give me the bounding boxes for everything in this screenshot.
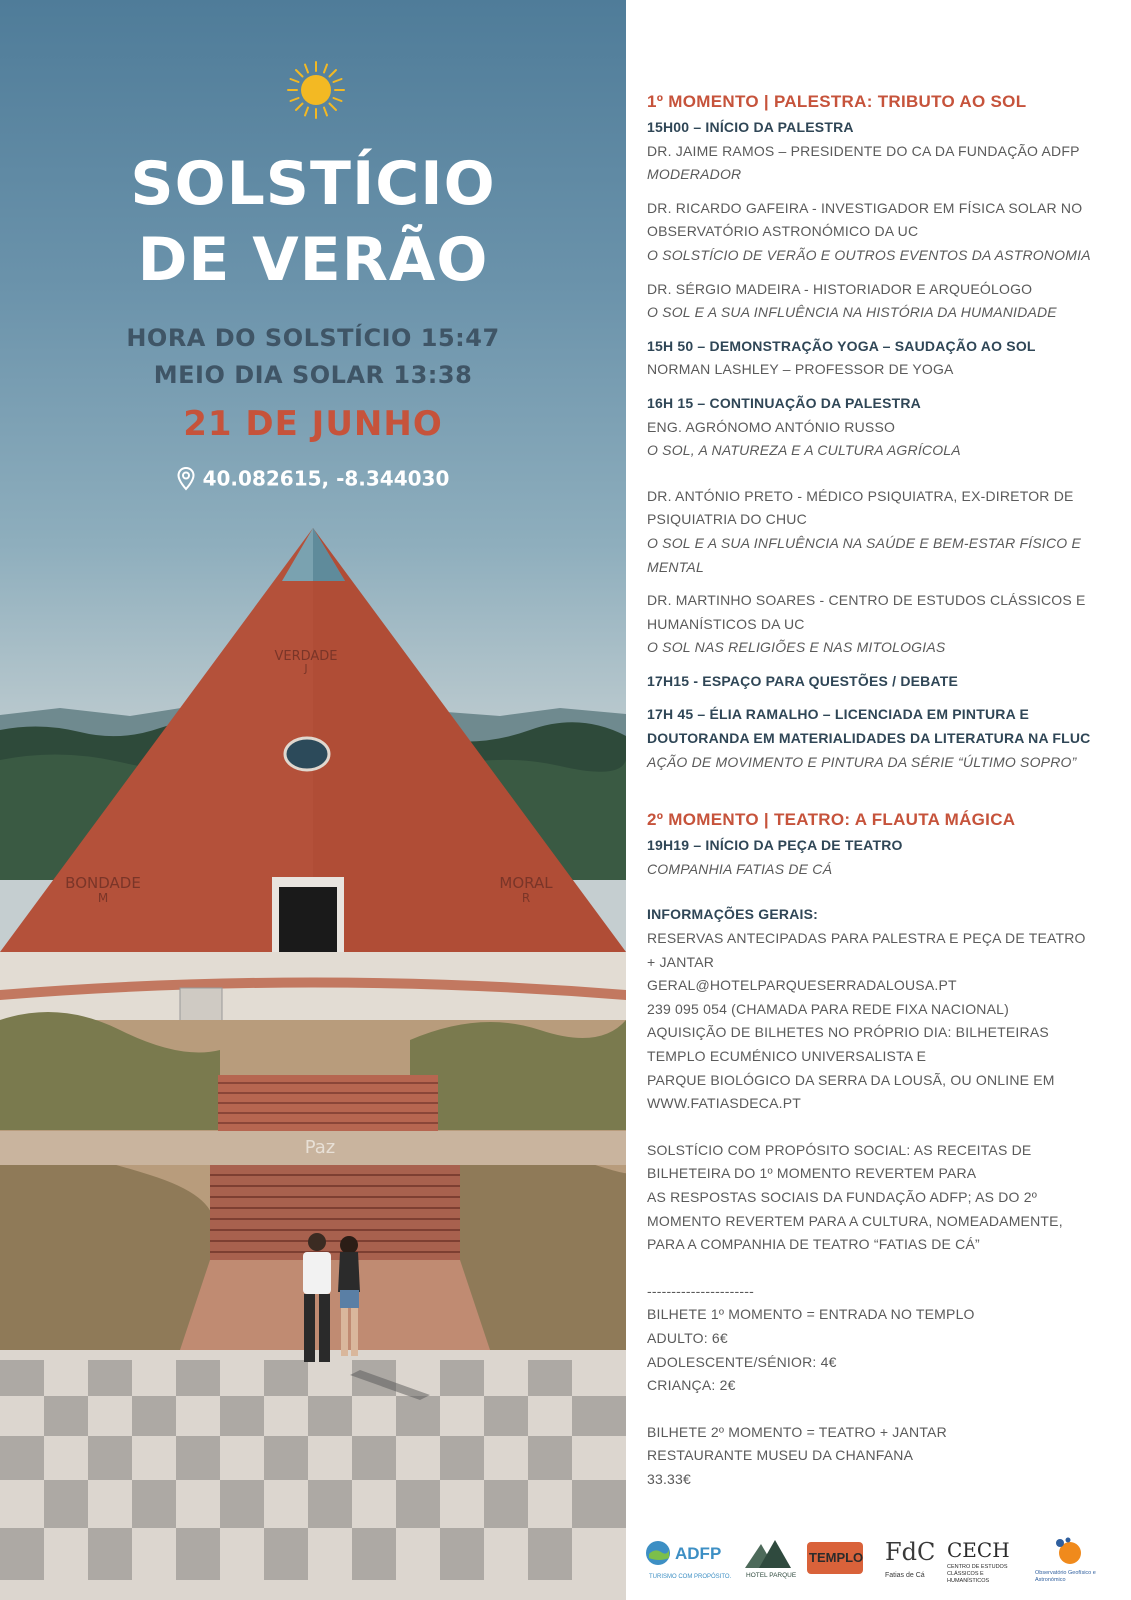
program-line: 19H19 – INÍCIO DA PEÇA DE TEATRO [647, 837, 903, 854]
program-line: HUMANÍSTICOS DA UC [647, 615, 805, 632]
program-line: OBSERVATÓRIO ASTRONÓMICO DA UC [647, 223, 919, 240]
website-link[interactable]: WWW.FATIASDECA.PT [647, 1095, 802, 1112]
adfp-logo [645, 1534, 732, 1590]
program-line: O SOL NAS RELIGIÕES E NAS MITOLOGIAS [647, 639, 946, 656]
inscription-moral: MORAL [499, 874, 553, 892]
hotel-parque-text: HOTEL PARQUE [746, 1572, 797, 1579]
ticket-price: ADOLESCENTE/SÉNIOR: 4€ [647, 1353, 837, 1370]
observatorio-logo [1035, 1534, 1105, 1590]
phone-number: 239 095 054 (CHAMADA PARA REDE FIXA NACIONAL) [647, 1000, 1009, 1017]
program-line: AÇÃO DE MOVIMENTO E PINTURA DA SÉRIE “ÚLTIMO SOPRO” [647, 753, 1077, 770]
inscription-r: R [521, 891, 531, 905]
divider-line: ---------------------- [647, 1282, 754, 1299]
program-line: COMPANHIA FATIAS DE CÁ [647, 860, 833, 877]
program-line: ENG. AGRÓNOMO ANTÓNIO RUSSO [647, 418, 896, 435]
observatorio-icon [1053, 1536, 1083, 1566]
program-line: DOUTORANDA EM MATERIALIDADES DA LITERATURA NA FLUC [647, 730, 1091, 747]
fatias-de-ca-text: FdC [885, 1538, 936, 1566]
program-line: O SOLSTÍCIO DE VERÃO E OUTROS EVENTOS DA ASTRONOMIA [647, 246, 1091, 263]
adfp-globe-icon [645, 1540, 671, 1566]
templo-text: TEMPLO [809, 1550, 864, 1565]
email-link[interactable]: GERAL@HOTELPARQUESERRADALOUSA.PT [647, 977, 957, 994]
poster-title-line2: DE VERÃO [137, 225, 489, 295]
program-line: O SOL E A SUA INFLUÊNCIA NA HISTÓRIA DA HUMANIDADE [647, 304, 1057, 321]
sun-icon [286, 60, 346, 120]
program-line: PSIQUIATRIA DO CHUC [647, 511, 807, 528]
poster-title-line1: SOLSTÍCIO [130, 149, 496, 219]
info-line: PARA A COMPANHIA DE TEATRO “FATIAS DE CÁ” [647, 1236, 980, 1253]
coordinates [0, 462, 626, 494]
adfp-logo-text: ADFP [675, 1544, 722, 1563]
ticket-line: BILHETE 2º MOMENTO = TEATRO + JANTAR [647, 1423, 947, 1440]
ticket-line: RESTAURANTE MUSEU DA CHANFANA [647, 1447, 914, 1464]
info-line: AS RESPOSTAS SOCIAIS DA FUNDAÇÃO ADFP; AS DO 2º [647, 1188, 1038, 1205]
cech-text: CECH [947, 1538, 1010, 1562]
info-heading: INFORMAÇÕES GERAIS: [647, 906, 819, 923]
templo-logo [805, 1534, 865, 1590]
ticket-price: 33.33€ [647, 1470, 692, 1487]
event-date: 21 DE JUNHO [183, 404, 443, 444]
inscription-bondade: BONDADE [65, 874, 141, 892]
cech-logo [945, 1534, 1023, 1590]
moment1-heading: 1º MOMENTO | PALESTRA: TRIBUTO AO SOL [647, 92, 1027, 111]
fatias-de-ca-logo [883, 1534, 936, 1590]
inscription-j: J [304, 662, 308, 675]
program-line: 17H15 - ESPAÇO PARA QUESTÕES / DEBATE [647, 672, 959, 689]
inscription-verdade: VERDADE [274, 649, 338, 664]
observatorio-text: Observatório Geofísico e Astronómico [1035, 1570, 1096, 1583]
info-line: + JANTAR [647, 953, 715, 970]
inscription-paz: Paz [304, 1137, 336, 1158]
info-line: SOLSTÍCIO COM PROPÓSITO SOCIAL: AS RECEITAS DE [647, 1141, 1032, 1158]
info-line: BILHETEIRA DO 1º MOMENTO REVERTEM PARA [647, 1165, 977, 1182]
program-line: DR. MARTINHO SOARES - CENTRO DE ESTUDOS CLÁSSICOS E [647, 592, 1086, 609]
inscription-m: M [97, 891, 109, 905]
program-line: MODERADOR [647, 166, 742, 183]
info-line: AQUISIÇÃO DE BILHETES NO PRÓPRIO DIA: BILHETEIRAS [647, 1024, 1049, 1041]
program-line: 15H 50 – DEMONSTRAÇÃO YOGA – SAUDAÇÃO AO SOL [647, 337, 1036, 354]
program-line: DR. ANTÓNIO PRETO - MÉDICO PSIQUIATRA, EX-DIRETOR DE [647, 487, 1074, 504]
sponsor-logos [645, 1534, 1105, 1590]
solar-noon: MEIO DIA SOLAR 13:38 [153, 361, 473, 389]
coordinates-text: 40.082615, -8.344030 [202, 466, 450, 491]
program-panel [647, 88, 1112, 1492]
program-line: DR. JAIME RAMOS – PRESIDENTE DO CA DA FUNDAÇÃO ADFP [647, 142, 1080, 159]
hotel-parque-logo [743, 1534, 797, 1590]
program-line: 16H 15 – CONTINUAÇÃO DA PALESTRA [647, 394, 921, 411]
ticket-line: BILHETE 1º MOMENTO = ENTRADA NO TEMPLO [647, 1306, 975, 1323]
program-line: MENTAL [647, 558, 704, 575]
program-line: DR. RICARDO GAFEIRA - INVESTIGADOR EM FÍSICA SOLAR NO [647, 199, 1083, 216]
ticket-price: ADULTO: 6€ [647, 1329, 728, 1346]
fatias-de-ca-sub: Fatias de Cá [885, 1572, 925, 1579]
mountain-icon [745, 1538, 791, 1568]
program-line: NORMAN LASHLEY – PROFESSOR DE YOGA [647, 361, 954, 378]
program-line: 17H 45 – ÉLIA RAMALHO – LICENCIADA EM PINTURA E [647, 706, 1029, 723]
program-line: 15H00 – INÍCIO DA PALESTRA [647, 119, 854, 135]
info-line: TEMPLO ECUMÉNICO UNIVERSALISTA E [647, 1048, 927, 1064]
info-line: PARQUE BIOLÓGICO DA SERRA DA LOUSÃ, OU ONLINE EM [647, 1071, 1055, 1088]
program-line: O SOL, A NATUREZA E A CULTURA AGRÍCOLA [647, 442, 961, 459]
cech-sub: CENTRO DE ESTUDOS CLÁSSICOS E HUMANÍSTICOS [947, 1564, 1008, 1584]
program-line: DR. SÉRGIO MADEIRA - HISTORIADOR E ARQUEÓLOGO [647, 280, 1033, 297]
adfp-tagline: TURISMO COM PROPÓSITO. [649, 1574, 732, 1580]
info-line: RESERVAS ANTECIPADAS PARA PALESTRA E PEÇA DE TEATRO [647, 930, 1086, 947]
solstice-hour: HORA DO SOLSTÍCIO 15:47 [126, 324, 500, 352]
program-line: O SOL E A SUA INFLUÊNCIA NA SAÚDE E BEM-ESTAR FÍSICO E [647, 534, 1081, 551]
location-pin-icon [177, 467, 195, 491]
info-line: MOMENTO REVERTEM PARA A CULTURA, NOMEADAMENTE, [647, 1212, 1063, 1229]
ticket-price: CRIANÇA: 2€ [647, 1377, 736, 1394]
moment2-heading: 2º MOMENTO | TEATRO: A FLAUTA MÁGICA [647, 810, 1016, 830]
